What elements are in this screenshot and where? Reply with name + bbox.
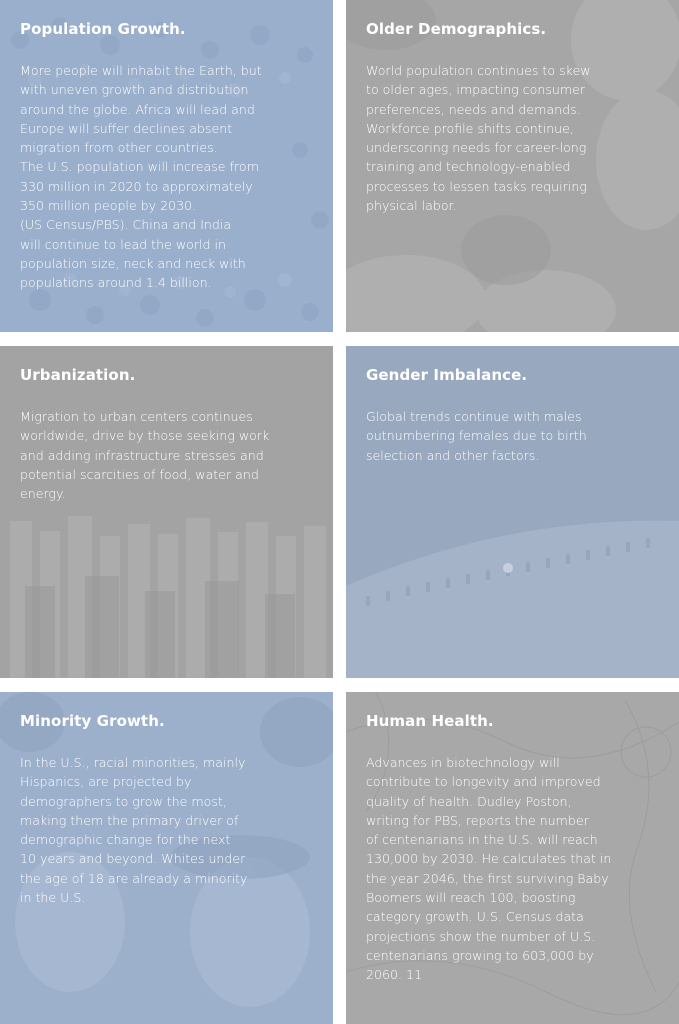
tile-body: World population continues to skew to older ages, impacting consumer preferences, needs and demands. Workforce profile shifts continue, underscoring needs for career-long training and technology-enabled processes to lessen tasks requiring physical labor. bbox=[366, 63, 591, 214]
tile-body: Migration to urban centers continues worldwide, drive by those seeking work and adding infrastructure stresses and potential scarcities of food, water and energy. bbox=[20, 409, 270, 502]
tile-human-health bbox=[346, 692, 679, 1024]
tile-title: Older Demographics. bbox=[366, 20, 547, 38]
city-skyline-background-image bbox=[0, 346, 333, 678]
tile-body: More people will inhabit the Earth, but with uneven growth and distribution around the globe. Africa will lead and Europe will suffer declines absent migration from other countries. The U.S. population will increase from 330 million in 2020 to approximately 350 million people by 2030. (US Census/PBS). China and India will continue to lead the world in population size, neck and neck with populations around 1.4 billion. bbox=[20, 63, 262, 291]
tile-title: Gender Imbalance. bbox=[366, 366, 528, 384]
tile-title: Population Growth. bbox=[20, 20, 186, 38]
tile-older-demographics bbox=[346, 0, 679, 332]
tile-gender-imbalance bbox=[346, 346, 679, 678]
tile-title: Human Health. bbox=[366, 712, 494, 730]
tile-body: Global trends continue with males outnumbering females due to birth selection and other factors. bbox=[366, 409, 587, 463]
tile-body: In the U.S., racial minorities, mainly Hispanics, are projected by demographers to grow the most, making them the primary driver of demographic change for the next 10 years and beyond. Whites under the age of 18 are already a minority in the U.S. bbox=[20, 755, 248, 906]
tile-body: Advances in biotechnology will contribute to longevity and improved quality of health. Dudley Poston, writing for PBS, reports the number of centenarians in the U.S. will reach 130,000 by 2030. He calculates that in the year 2046, the first surviving Baby Boomers will reach 100, boosting category growth. U.S. Census data projections show the number of U.S. centenarians growing to 603,000 by 2060. 11 bbox=[366, 755, 612, 983]
tile-urbanization bbox=[0, 346, 333, 678]
figures-crowd-background-image bbox=[346, 346, 679, 678]
tile-population-growth bbox=[0, 0, 333, 332]
tile-title: Minority Growth. bbox=[20, 712, 165, 730]
tile-minority-growth bbox=[0, 692, 333, 1024]
tile-title: Urbanization. bbox=[20, 366, 136, 384]
